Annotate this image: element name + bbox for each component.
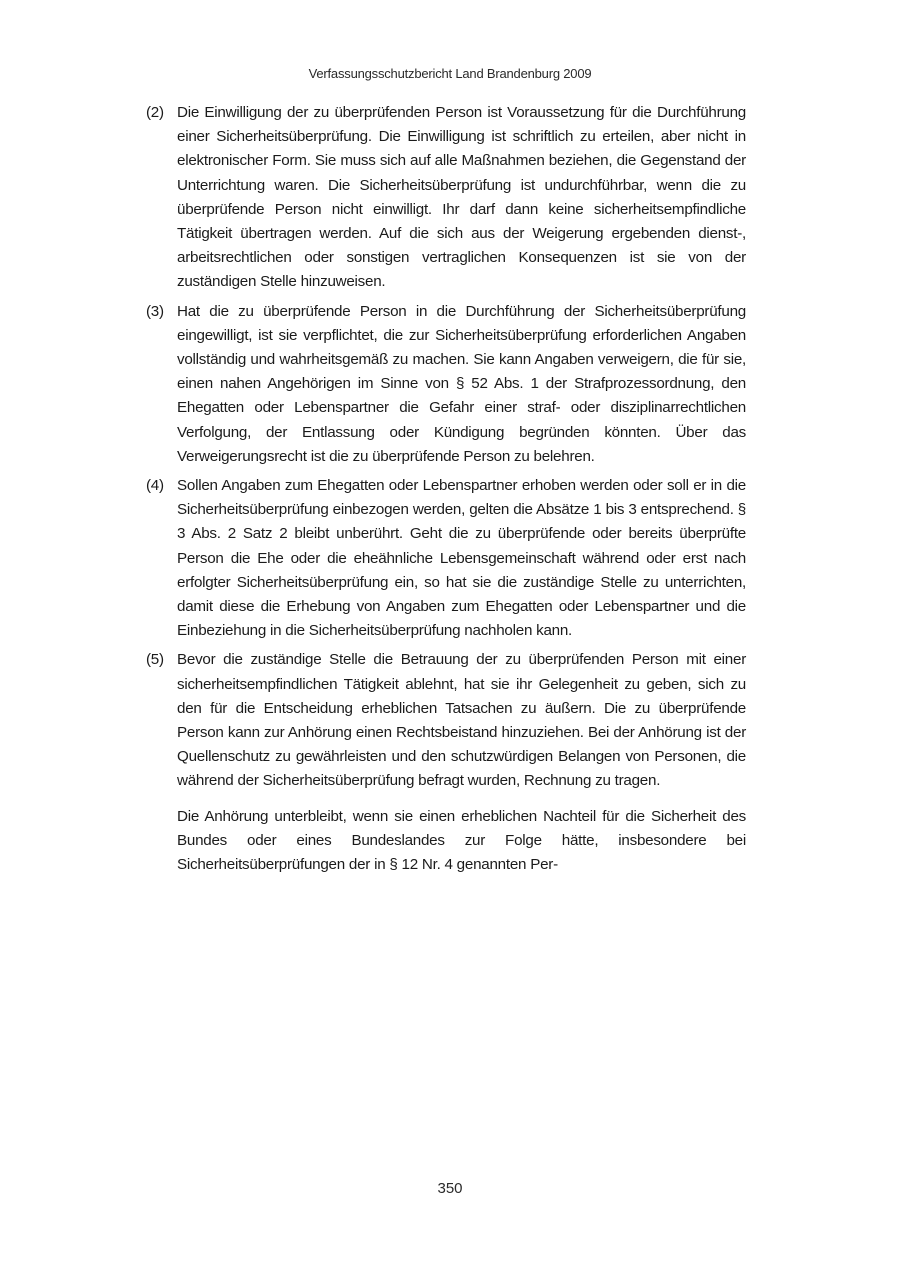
paragraph-5-continuation: Die Anhörung unterbleibt, wenn sie einen erheblichen Nachteil für die Sicherheit des Bundes oder eines Bundeslandes zur Folge hätte, insbesondere bei Sicherheitsüberprüfungen der in § 12 Nr. 4 genannten Per- — [177, 807, 746, 874]
paragraph-number: (3) — [146, 302, 164, 320]
paragraph-5 — [146, 648, 746, 793]
paragraph-text: Hat die zu überprüfende Person in die Durchführung der Sicherheitsüberprüfung eingewilligt, ist sie verpflichtet, die zur Sicherheitsüberprüfung erforderlichen Angaben vollständig und wahrheitsgemäß zu machen. Sie kann Angaben verweigern, die für sie, einen nahen Angehörigen im Sinne von § 52 Abs. 1 der Strafprozessordnung, den Ehegatten oder Lebenspartner die Gefahr einer straf- oder disziplinarrechtlichen Verfolgung, der Entlassung oder Kündigung begründen könnten. Über das Verweigerungsrecht ist die zu überprüfende Person zu belehren. — [177, 302, 746, 465]
paragraph-number: (5) — [146, 651, 164, 669]
paragraph-number: (4) — [146, 477, 164, 495]
page-number: 350 — [437, 1180, 463, 1197]
body-text — [146, 101, 746, 877]
paragraph-3 — [146, 300, 746, 469]
running-header: Verfassungsschutzbericht Land Brandenburg 2009 — [308, 66, 592, 81]
paragraph-number: (2) — [146, 104, 164, 121]
paragraph-text: Bevor die zuständige Stelle die Betrauung der zu überprüfenden Person mit einer sicherheitsempfindlichen Tätigkeit ablehnt, hat sie ihr Gelegenheit zu geben, sich zu den für die Entscheidung erheblichen Tatsachen zu äußern. Die zu überprüfende Person kann zur Anhörung einen Rechtsbeistand hinzuziehen. Bei der Anhörung ist der Quellenschutz zu gewährleisten und den schutzwürdigen Belangen von Personen, die während der Sicherheitsüberprüfung befragt wurden, Rechnung zu tragen. — [177, 651, 746, 790]
paragraph-2 — [146, 101, 746, 295]
paragraph-text: Die Einwilligung der zu überprüfenden Person ist Voraussetzung für die Durchführung einer Sicherheitsüberprüfung. Die Einwilligung ist schriftlich zu erteilen, aber nicht in elektronischer Form. Sie muss sich auf alle Maßnahmen beziehen, die Gegenstand der Unterrichtung waren. Die Sicherheitsüberprüfung ist undurchführbar, wenn die zu überprüfende Person nicht einwilligt. Ihr darf dann keine sicherheitsempfindliche Tätigkeit übertragen werden. Auf die sich aus der Weigerung ergebenden dienst-, arbeitsrechtlichen oder sonstigen vertraglichen Konsequenzen ist sie von der zuständigen Stelle hinzuweisen. — [177, 104, 746, 291]
paragraph-text: Sollen Angaben zum Ehegatten oder Lebenspartner erhoben werden oder soll er in die Sicherheitsüberprüfung einbezogen werden, gelten die Absätze 1 bis 3 entsprechend. § 3 Abs. 2 Satz 2 bleibt unberührt. Geht die zu überprüfende oder bereits überprüfte Person die Ehe oder die eheähnliche Lebensgemeinschaft während oder erst nach erfolgter Sicherheitsüberprüfung ein, so hat sie die zuständige Stelle zu unterrichten, damit diese die Erhebung von Angaben zum Ehegatten oder Lebenspartner und die Einbeziehung in die Sicherheitsüberprüfung nachholen kann. — [177, 477, 746, 640]
paragraph-4 — [146, 474, 746, 643]
